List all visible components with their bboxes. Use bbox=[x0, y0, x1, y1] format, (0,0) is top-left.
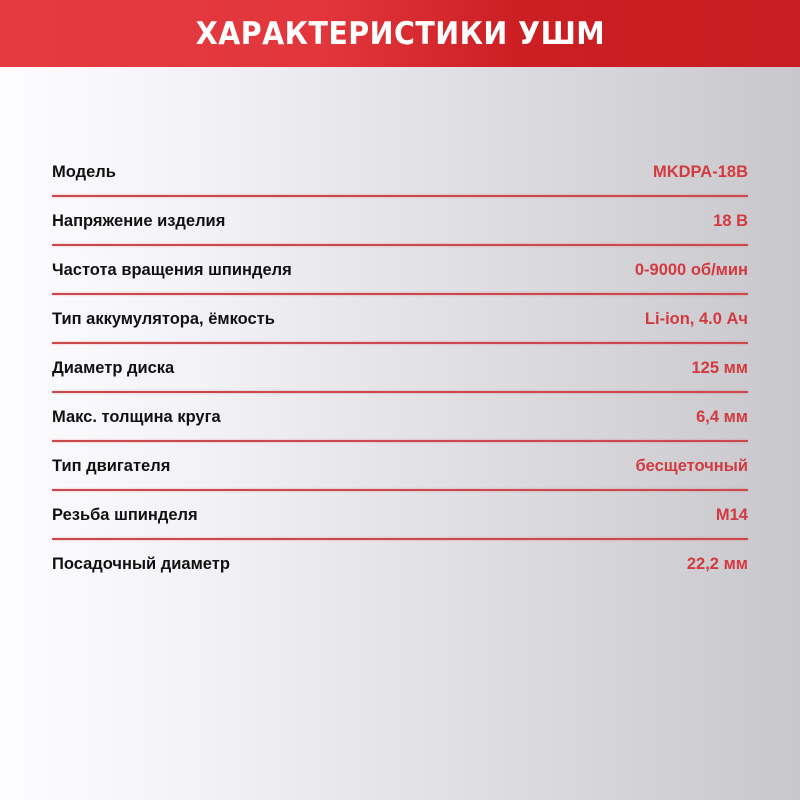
spec-value: 125 мм bbox=[691, 359, 748, 377]
spec-row bbox=[52, 540, 748, 589]
spec-row bbox=[52, 491, 748, 540]
spec-value: Li-ion, 4.0 Ач bbox=[644, 310, 748, 328]
header-banner bbox=[0, 0, 800, 67]
spec-row bbox=[52, 344, 748, 393]
page-title: ХАРАКТЕРИСТИКИ УШМ bbox=[195, 15, 605, 52]
spec-label: Посадочный диаметр bbox=[52, 555, 230, 573]
spec-value: 18 В bbox=[713, 212, 748, 230]
spec-row bbox=[52, 393, 748, 442]
spec-label: Частота вращения шпинделя bbox=[52, 261, 292, 279]
spec-label: Модель bbox=[52, 163, 116, 181]
spec-value: MKDPA-18B bbox=[652, 163, 748, 181]
spec-label: Диаметр диска bbox=[52, 359, 175, 377]
spec-value: 0-9000 об/мин bbox=[634, 261, 748, 279]
spec-value: M14 bbox=[715, 506, 748, 524]
spec-label: Напряжение изделия bbox=[52, 212, 226, 230]
spec-label: Макс. толщина круга bbox=[52, 408, 221, 426]
spec-row bbox=[52, 197, 748, 246]
spec-value: 22,2 мм bbox=[686, 555, 748, 573]
spec-row bbox=[52, 148, 748, 197]
spec-label: Резьба шпинделя bbox=[52, 506, 198, 524]
spec-row bbox=[52, 442, 748, 491]
specs-table bbox=[52, 148, 748, 589]
spec-row bbox=[52, 295, 748, 344]
spec-row bbox=[52, 246, 748, 295]
spec-label: Тип двигателя bbox=[52, 457, 171, 475]
spec-value: бесщеточный bbox=[635, 457, 748, 475]
spec-label: Тип аккумулятора, ёмкость bbox=[52, 310, 275, 328]
spec-value: 6,4 мм bbox=[696, 408, 748, 426]
